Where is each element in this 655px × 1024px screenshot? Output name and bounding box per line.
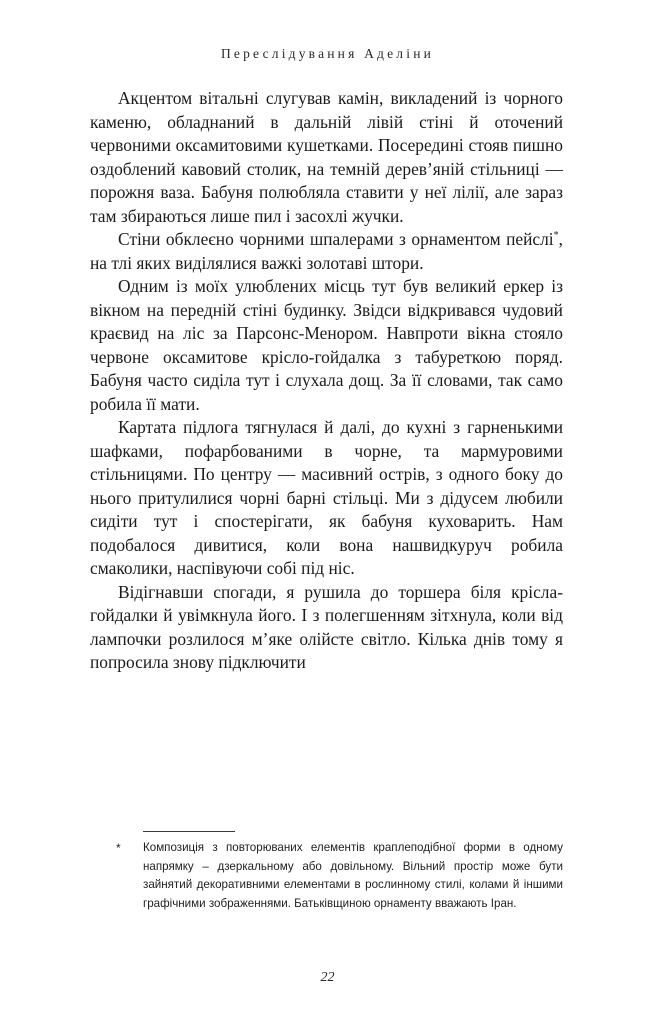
running-head: Переслідування Аделіни: [220, 46, 435, 61]
paragraph-4: Картата підлога тягнулася й далі, до кухні з гарненькими шафками, пофарбованими в чорне, та мармуровими стільницями. По центру — масивний острів, з одного боку до нього притулилися чорні барні стільці. Ми з дідусем любили сидіти тут і спостерігати, як бабуня куховарить. Нам подобалося дивитися, коли вона нашвидкуруч робила смаколики, наспівуючи собі під ніс.: [90, 417, 563, 578]
paragraph-2-start: Стіни обклеєно чорними шпалерами з орнаментом пейслі: [118, 229, 554, 249]
footnote-divider: [143, 831, 235, 832]
footnote-marker: *: [116, 841, 121, 855]
body-text: [90, 87, 563, 675]
footnote: [116, 839, 563, 913]
paragraph-2: [90, 228, 563, 275]
footnote-reference[interactable]: *: [553, 230, 559, 242]
paragraph-5: Відігнавши спогади, я рушила до торшера біля крісла-гойдалки й увімкнула його. І з полегшенням зітхнула, коли від лампочки розлилося м’яке олійсте світло. Кілька днів тому я попросила знову підключити: [90, 581, 563, 672]
footnote-text: Композиція з повторюваних елементів краплеподібної форми в одному напрямку – дзеркальному або довільному. Вільний простір може бути зайнятий декоративними елементами в рослинному стилі, колами й іншими графічними зображеннями. Батьківщиною орнаменту вважають Іран.: [143, 841, 563, 910]
page-number: 22: [320, 970, 335, 985]
paragraph-3: Одним із моїх улюблених місць тут був великий еркер із вікном на передній стіні будинку. Звідси відкривався чудовий краєвид на ліс за Парсонс-Менором. Навпроти вікна стояло червоне оксамитове крісло-гойдалка з табуреткою поряд. Бабуня часто сиділа тут і слухала дощ. За її словами, так само робила її мати.: [90, 276, 563, 414]
paragraph-2-rest: , на тлі яких виділялися важкі золотаві штори.: [90, 229, 563, 273]
paragraph-1: Акцентом вітальні слугував камін, викладений із чорного каменю, обладнаний в дальній лівій стіні й оточений червоними оксамитовими кушетками. Посередині стояв пишно оздоблений кавовий столик, на темній дерев’яній стільниці — порожня ваза. Бабуня полюбляла ставити у неї лілії, але зараз там збираються лише пил і засохлі жучки.: [90, 88, 563, 226]
